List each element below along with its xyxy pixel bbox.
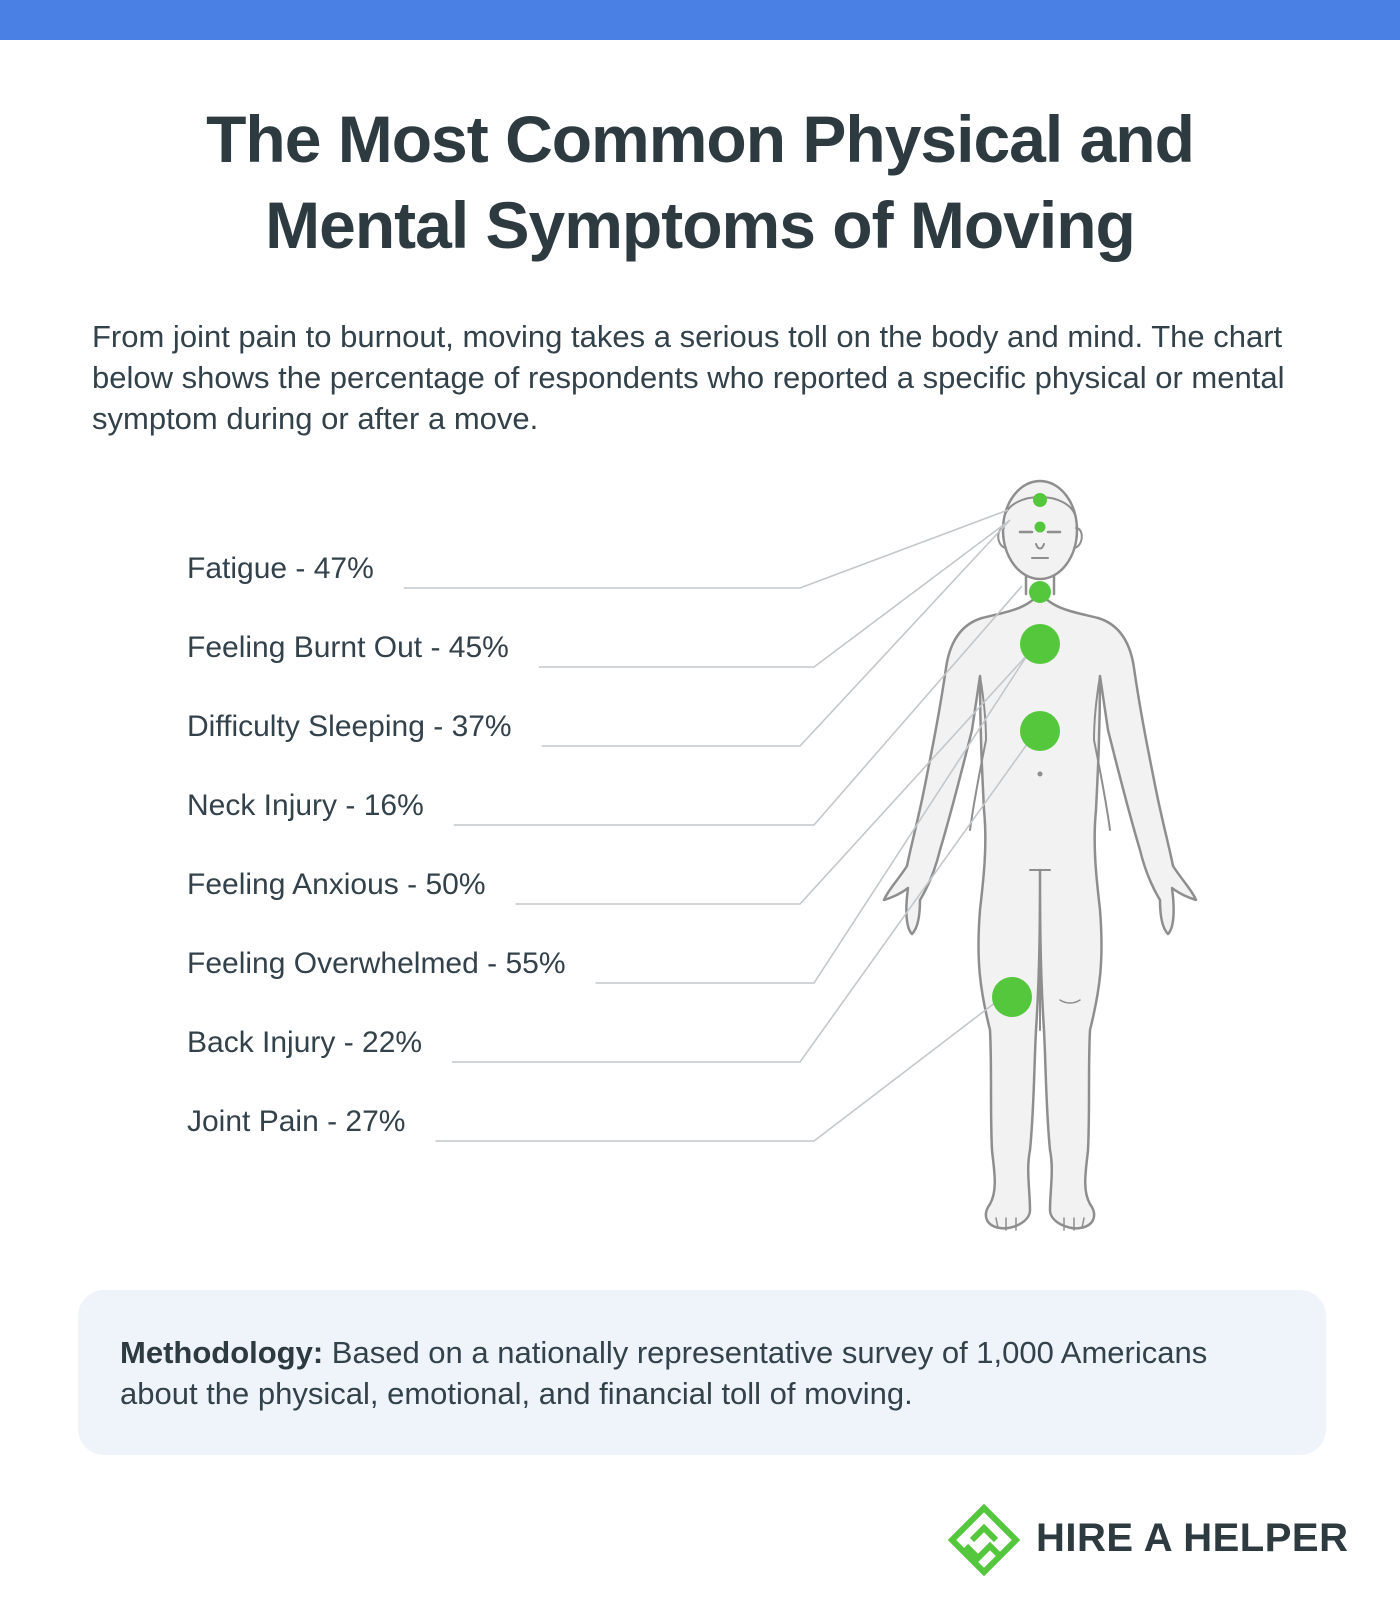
symptom-labels [187, 552, 566, 1138]
methodology-text [120, 1332, 1290, 1414]
label-feeling-burnt-out: Feeling Burnt Out - 45% [187, 631, 509, 664]
marker-knee [992, 977, 1032, 1017]
label-fatigue: Fatigue - 47% [187, 552, 374, 585]
label-neck-injury: Neck Injury - 16% [187, 789, 424, 822]
marker-neck [1029, 581, 1051, 603]
page-title [0, 96, 1400, 268]
body-map-svg [0, 470, 1400, 1250]
label-difficulty-sleeping: Difficulty Sleeping - 37% [187, 710, 512, 743]
leader-line-feeling-burnt-out [539, 520, 1010, 667]
symptom-body-map [0, 470, 1400, 1250]
marker-brow [1035, 522, 1046, 533]
title-line-2: Mental Symptoms of Moving [265, 188, 1135, 262]
intro-paragraph: From joint pain to burnout, moving takes a serious toll on the body and mind. The chart below shows the percentage of respondents who reported a specific physical or mental symptom during or after a move. [92, 319, 1285, 436]
leader-line-joint-pain [435, 1002, 996, 1141]
label-feeling-overwhelmed: Feeling Overwhelmed - 55% [187, 947, 566, 980]
label-back-injury: Back Injury - 22% [187, 1026, 423, 1059]
top-accent-bar [0, 0, 1400, 40]
marker-forehead [1033, 493, 1047, 507]
methodology-body: Based on a nationally representative survey of 1,000 Americans about the physical, emotional, and financial toll of moving. [120, 1335, 1208, 1411]
label-joint-pain: Joint Pain - 27% [187, 1105, 406, 1138]
marker-lower-back [1020, 711, 1060, 751]
brand-name: HIRE A HELPER [1036, 1516, 1349, 1560]
methodology-label: Methodology: [120, 1335, 324, 1370]
title-line-1: The Most Common Physical and [206, 102, 1194, 176]
marker-chest [1020, 624, 1060, 664]
label-feeling-anxious: Feeling Anxious - 50% [187, 868, 486, 901]
brand-logo[interactable] [946, 1500, 1366, 1580]
methodology-box [78, 1290, 1326, 1455]
leader-line-fatigue [404, 510, 1008, 588]
diamond-logo-icon [946, 1502, 1022, 1578]
